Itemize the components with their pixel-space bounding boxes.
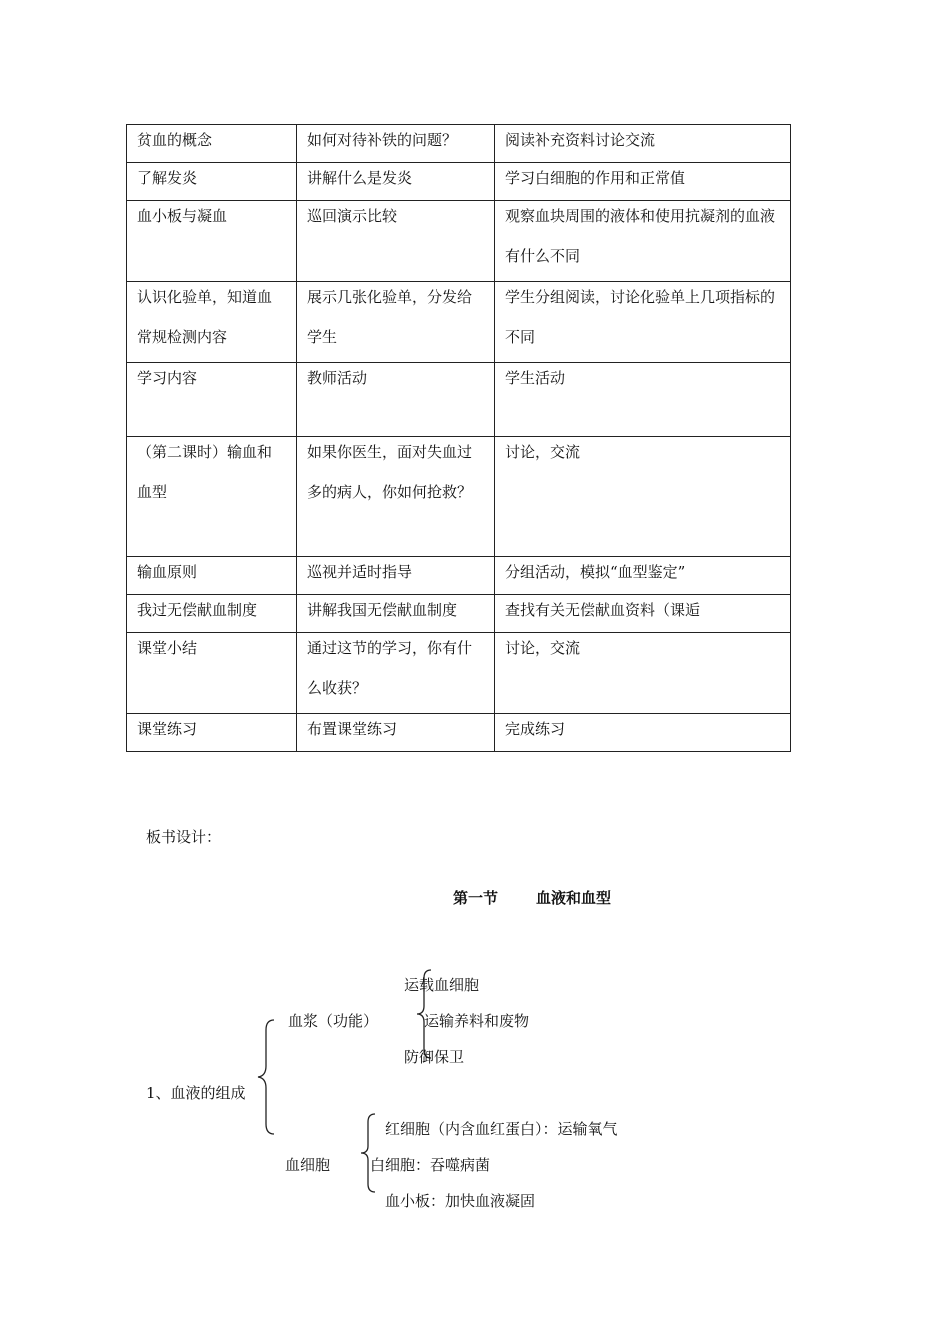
cell-item: 红细胞（内含血红蛋白）：运输氧气 — [385, 1120, 618, 1138]
table-cell: 学生活动 — [495, 363, 791, 437]
section-name: 血液和血型 — [536, 889, 612, 907]
cell-item: 血小板：加快血液凝固 — [385, 1192, 536, 1210]
table-cell: 阅读补充资料讨论交流 — [495, 125, 791, 163]
plasma-item: 运载血细胞 — [404, 976, 480, 994]
table-row — [127, 437, 791, 557]
table-cell: 认识化验单，知道血常规检测内容 — [127, 282, 297, 363]
table-cell: 查找有关无偿献血资料（课逅 — [495, 595, 791, 633]
table-row — [127, 125, 791, 163]
section-number: 第一节 — [453, 889, 499, 907]
board-design-label: 板书设计： — [146, 828, 222, 846]
plasma-item: 运输养料和废物 — [424, 1012, 530, 1030]
plasma-label: 血浆（功能） — [288, 1012, 379, 1030]
table-cell: 血小板与凝血 — [127, 201, 297, 282]
cell-item: 白细胞：吞噬病菌 — [370, 1156, 491, 1174]
table-row — [127, 201, 791, 282]
table-cell: 如果你医生，面对失血过多的病人，你如何抢救？ — [297, 437, 495, 557]
table-row — [127, 595, 791, 633]
blood-cells-label: 血细胞 — [285, 1156, 331, 1174]
table-cell: 布置课堂练习 — [297, 714, 495, 752]
table-row — [127, 363, 791, 437]
plasma-item: 防御保卫 — [404, 1048, 465, 1066]
table-row — [127, 633, 791, 714]
table-cell: 巡视并适时指导 — [297, 557, 495, 595]
table-cell: 完成练习 — [495, 714, 791, 752]
table-cell: 讨论，交流 — [495, 437, 791, 557]
table-cell: 讨论，交流 — [495, 633, 791, 714]
cells-brace-icon — [358, 1112, 378, 1194]
table-row — [127, 714, 791, 752]
table-cell: 学生分组阅读，讨论化验单上几项指标的不同 — [495, 282, 791, 363]
table-cell: 如何对待补铁的问题？ — [297, 125, 495, 163]
outline-root: 1、血液的组成 — [146, 1084, 246, 1102]
root-brace-icon — [256, 1018, 278, 1136]
table-row — [127, 163, 791, 201]
table-cell: 巡回演示比较 — [297, 201, 495, 282]
table-cell: 讲解什么是发炎 — [297, 163, 495, 201]
section-title — [453, 887, 611, 908]
table-cell: 贫血的概念 — [127, 125, 297, 163]
table-cell: （第二课时）输血和血型 — [127, 437, 297, 557]
table-cell: 教师活动 — [297, 363, 495, 437]
table-cell: 分组活动，模拟“血型鉴定” — [495, 557, 791, 595]
table-cell: 我过无偿献血制度 — [127, 595, 297, 633]
table-cell: 讲解我国无偿献血制度 — [297, 595, 495, 633]
table-cell: 观察血块周围的液体和使用抗凝剂的血液有什么不同 — [495, 201, 791, 282]
table-row — [127, 282, 791, 363]
table-cell: 学习内容 — [127, 363, 297, 437]
table-cell: 了解发炎 — [127, 163, 297, 201]
table-row — [127, 557, 791, 595]
table-cell: 学习白细胞的作用和正常值 — [495, 163, 791, 201]
table-cell: 通过这节的学习，你有什么收获？ — [297, 633, 495, 714]
table-cell: 展示几张化验单，分发给学生 — [297, 282, 495, 363]
table-cell: 输血原则 — [127, 557, 297, 595]
table-cell: 课堂小结 — [127, 633, 297, 714]
table-cell: 课堂练习 — [127, 714, 297, 752]
lesson-plan-table — [126, 124, 791, 752]
